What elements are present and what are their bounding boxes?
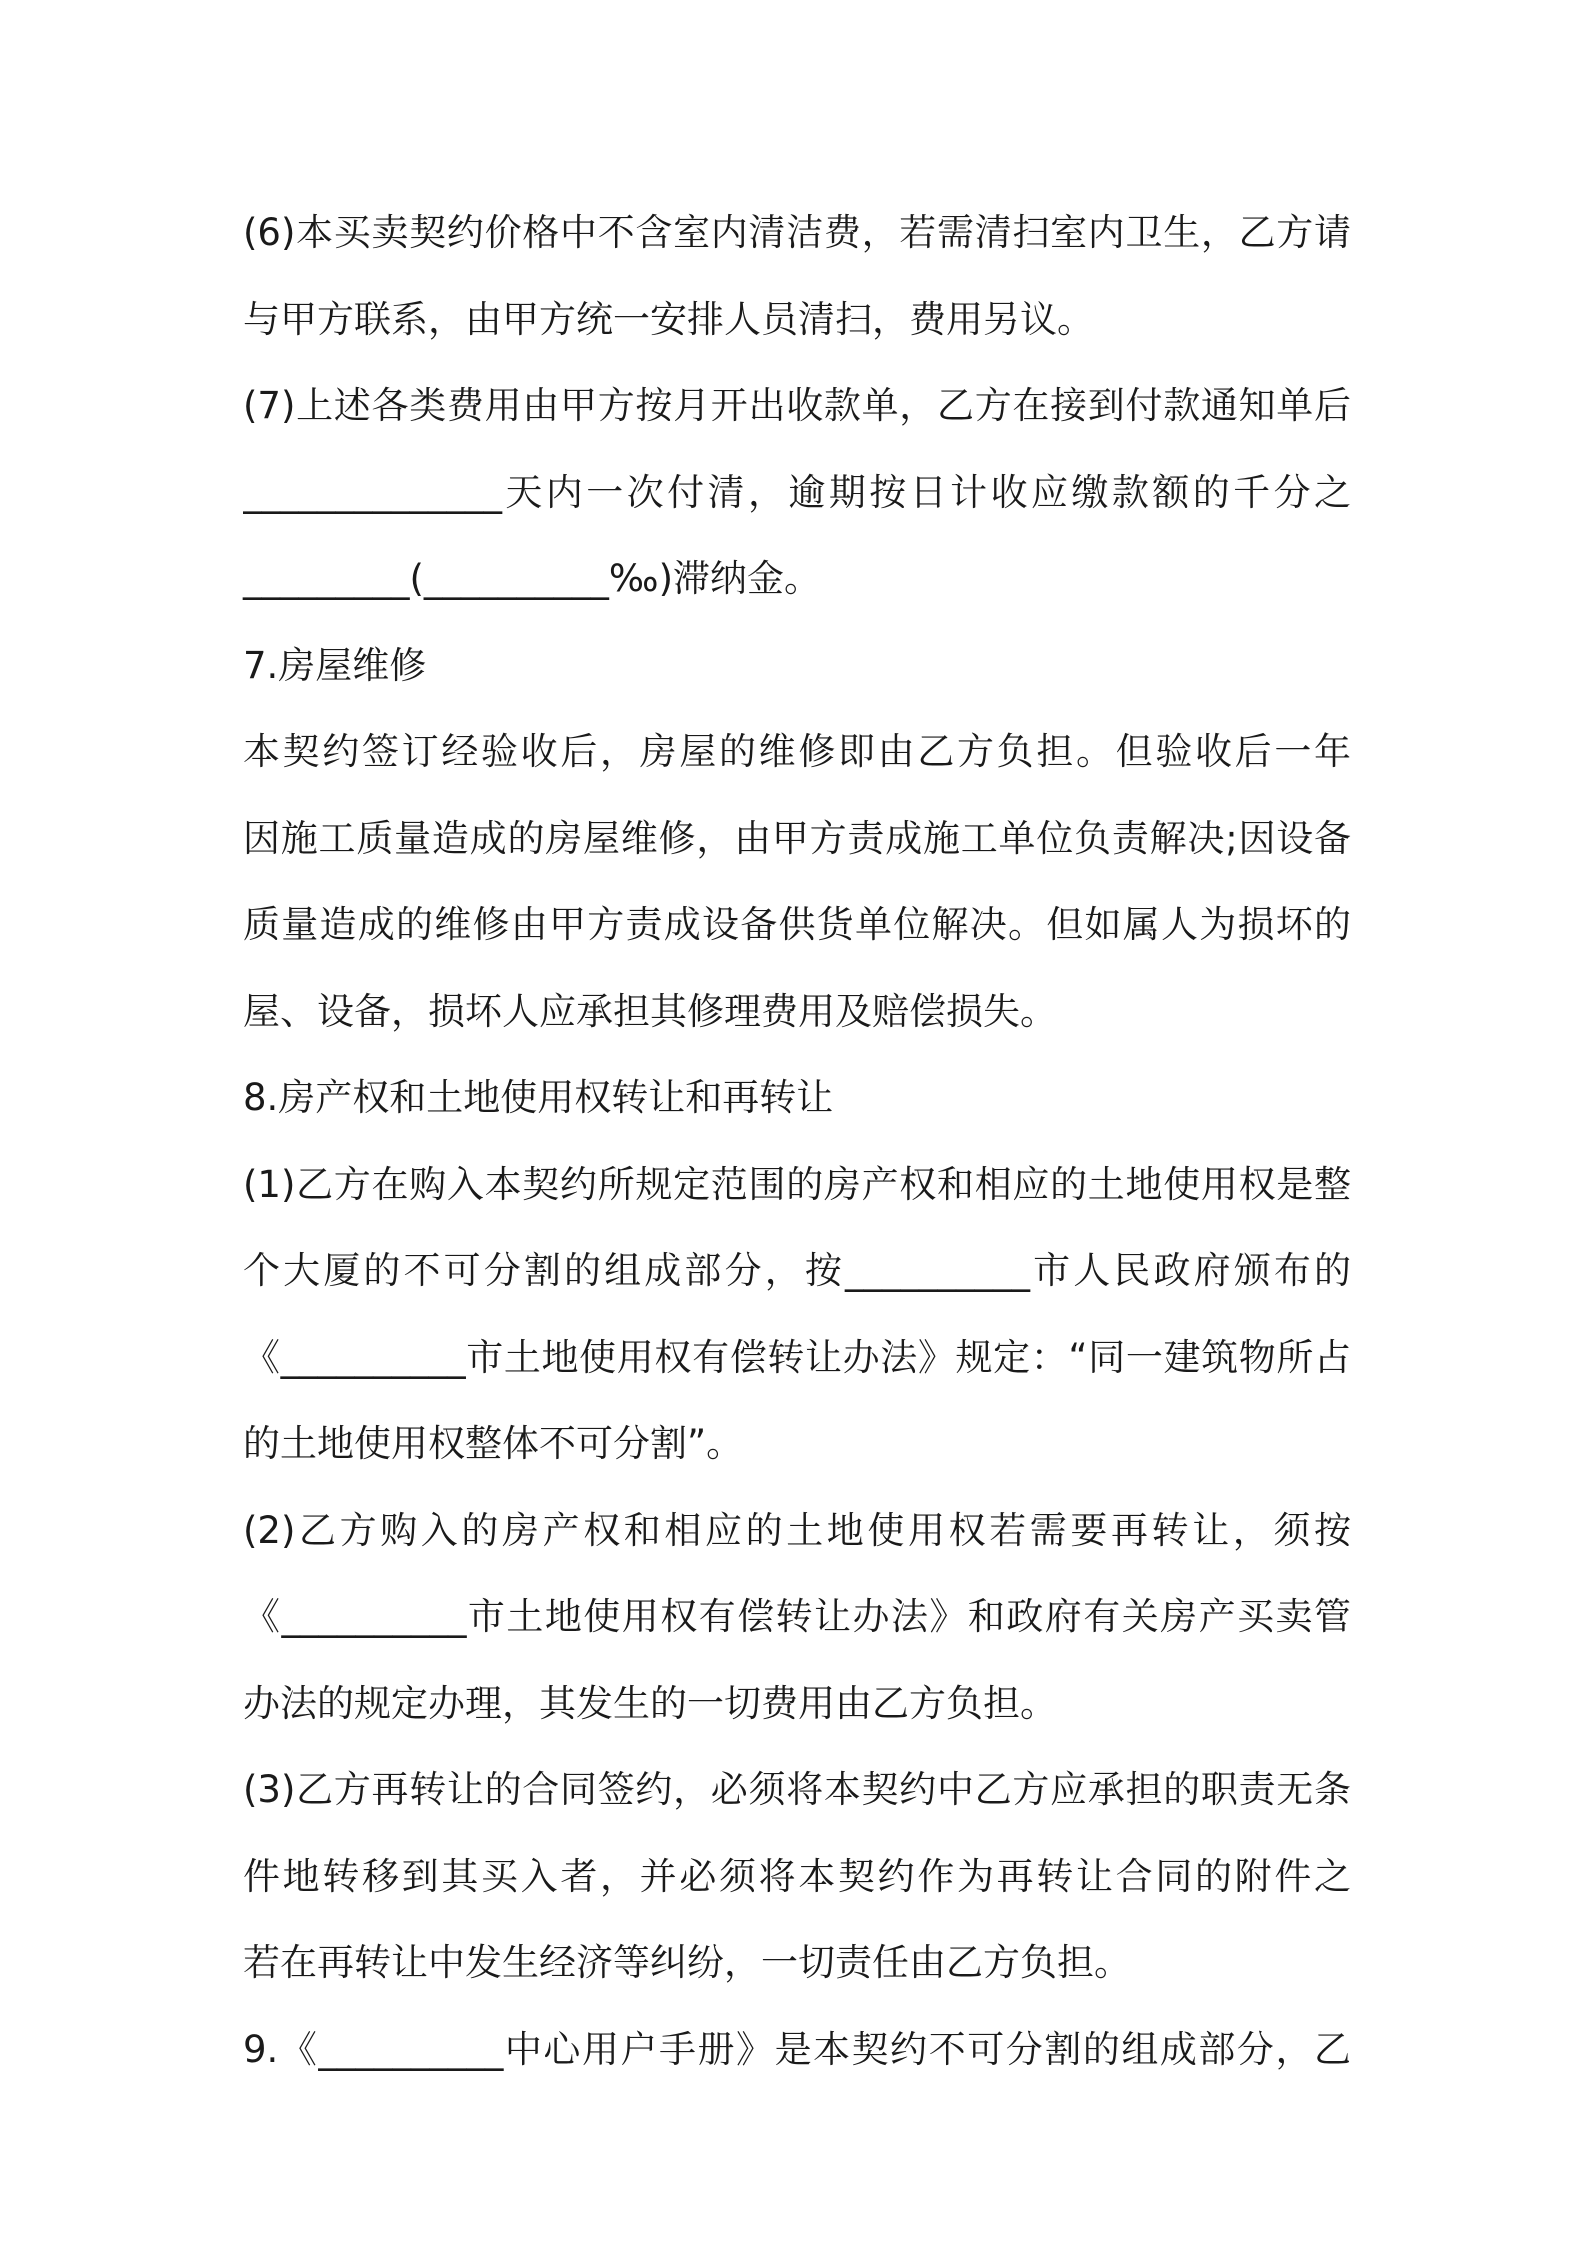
text-line: (2)乙方购入的房产权和相应的土地使用权若需要再转让，须按 [243, 1508, 1351, 1552]
text-line: (6)本买卖契约价格中不含室内清洁费，若需清扫室内卫生，乙方请 [243, 211, 1351, 254]
text-line: 若在再转让中发生经济等纠纷，一切责任由乙方负担。 [243, 1941, 1131, 1984]
document-page [243, 190, 1351, 2093]
text-line: 办法的规定办理，其发生的一切费用由乙方负担。 [243, 1681, 1057, 1725]
text-line: 屋、设备，损坏人应承担其修理费用及赔偿损失。 [243, 989, 1057, 1033]
section-heading: 8.房产权和土地使用权转让和再转让 [243, 1076, 834, 1119]
text-line: 个大厦的不可分割的组成部分，按__________市人民政府颁布的 [243, 1249, 1351, 1292]
text-line: _________(__________‰)滞纳金。 [243, 557, 822, 600]
text-line: 质量造成的维修由甲方责成设备供货单位解决。但如属人为损坏的 [243, 903, 1351, 946]
text-line: (1)乙方在购入本契约所规定范围的房产权和相应的土地使用权是整 [243, 1162, 1351, 1206]
text-line: ______________天内一次付清，逾期按日计收应缴款额的千分之 [243, 470, 1351, 514]
section-heading: 7.房屋维修 [243, 643, 427, 687]
text-line: 的土地使用权整体不可分割”。 [243, 1422, 744, 1465]
text-line: (3)乙方再转让的合同签约，必须将本契约中乙方应承担的职责无条 [243, 1768, 1351, 1811]
text-line: 《__________市土地使用权有偿转让办法》和政府有关房产买卖管 [243, 1595, 1351, 1638]
text-line: 因施工质量造成的房屋维修，由甲方责成施工单位负责解决;因设备 [243, 816, 1351, 860]
text-line: 件地转移到其买入者，并必须将本契约作为再转让合同的附件之 [243, 1854, 1351, 1898]
text-line: 《__________市土地使用权有偿转让办法》规定：“同一建筑物所占 [243, 1335, 1351, 1379]
text-line: 与甲方联系，由甲方统一安排人员清扫，费用另议。 [243, 297, 1094, 341]
text-line: 9.《__________中心用户手册》是本契约不可分割的组成部分，乙 [243, 2027, 1351, 2071]
text-line: 本契约签订经验收后，房屋的维修即由乙方负担。但验收后一年 [243, 730, 1351, 773]
text-line: (7)上述各类费用由甲方按月开出收款单，乙方在接到付款通知单后 [243, 384, 1351, 427]
